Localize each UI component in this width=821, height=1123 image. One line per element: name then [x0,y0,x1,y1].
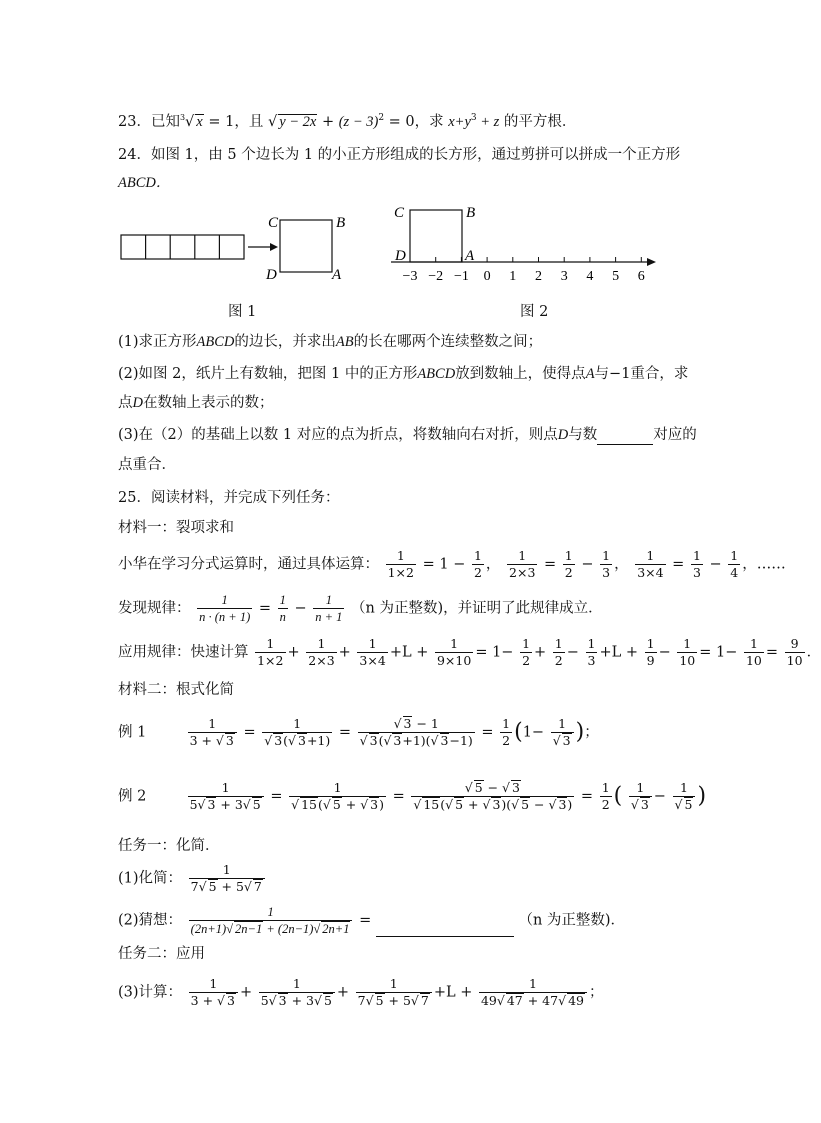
figure-2 [385,198,665,288]
fig1-caption: 图 1 [228,304,257,320]
material-1-rule: 发现规律： $\frac{1}{n \cdot (n + 1)}$ = $\frac{1}{n}$ − $\frac{1}{n + 1}$ （n 为正整数)，并证明了此规律成立． [118,593,603,624]
axis-arrow [647,258,656,266]
label-c: C [268,215,279,231]
task-1-part-1: (1)化简： $\frac{1}{7√ 5 + 5√ 7}$ [118,862,267,895]
label-c2: C [394,205,405,221]
q24-part2-cont: 点D在数轴上表示的数； [118,395,274,411]
figure-1 [118,205,358,285]
label-a2: A [465,248,475,264]
label-d: D [266,267,277,283]
blank-3[interactable] [597,430,653,445]
material-2-title: 材料二：根式化简 [118,682,234,698]
blank-guess[interactable] [376,922,514,937]
task-1-part-2: (2)猜想： $\frac{1}{(2n+1)√ 2n-1 + (2n-1)√ 2n+1}$ = （n 为正整数)． [118,905,626,936]
q25-number: 25． [118,490,151,506]
q24-stem-2: ABCD． [118,175,171,191]
axis-tick-label: 3 [560,269,568,284]
material-1-line-1: 小华在学习分式运算时，通过具体运算： $\frac{1}{1\times 2}$ = 1 − $\frac{1}{2}$ ， $\frac{1}{2\times 3}$ = $\frac{1}{2}$ − $\frac{1}{3}$ ， $\frac{1}{3\times 4}$ = $\frac{1}{3}$ − $\frac{1}{4}$ ，…… [118,548,786,580]
task-2-title: 任务二：应用 [118,946,205,962]
label-a: A [332,267,342,283]
q23-number: 23． [118,113,151,130]
q24-number: 24． [118,147,151,163]
q24-stem: 24．如图 1，由 5 个边长为 1 的小正方形组成的长方形，通过剪拼可以拼成一个正方形 [118,147,681,163]
label-b: B [336,215,346,231]
q24-part3: (3)在（2）的基础上以数 1 对应的点为折点，将数轴向右对折，则点D与数 对应的 [118,427,697,443]
material-1-title: 材料一：裂项求和 [118,520,234,536]
q23-line: 23．已知$^3$√ x = 1，且 √ $y - 2x + (z - 3)^2 = 0$，求 $x+y^3 + z$ 的平方根． [118,113,577,130]
axis-tick-label: 5 [612,269,620,284]
square-abcd [280,220,332,272]
q25-stem: 25．阅读材料，并完成下列任务： [118,490,340,506]
axis-tick-label: 0 [483,269,491,284]
material-1-apply: 应用规律：快速计算 $\frac{1}{1\times 2}$ + $\frac{1}{2\times 3}$ + $\frac{1}{3\times 4}$ +L + $\frac{1}{9\times 10}$ = 1− $\frac{1}{2}$ + $\frac{1}{2}$ − $\frac{1}{3}$ +L + $\frac{1}{9}$ − $\frac{1}{10}$ = 1− $\frac{1}{10}$ = $\frac{9}{10}$ ． [118,636,821,668]
q24-part3-cont: 点重合． [118,457,176,473]
square-on-axis [410,210,462,262]
task-2-part-3: (3)计算： $\frac{1}{3 + √ 3}$ + $\frac{1}{5√ 3 + 3√ 5}$ + $\frac{1}{7√ 5 + 5√ 7}$ +L + $\frac{1}{49√ 47 + 47√ 49}$ ； [118,976,604,1008]
axis-tick-label: −2 [428,269,444,284]
axis-tick-label: 4 [586,269,594,284]
example-1: 例 1 $\frac{1}{3 + √ 3}$ = $\frac{1}{√ 3(√ 3+1)}$ = $\frac{√ 3 - 1}{√ 3(√ 3+1)(√ 3-1)}$ = $\frac{1}{2}$ (1− $\frac{1}{√ 3}$ )； [118,716,599,748]
arrow-head [270,243,278,251]
label-d2: D [395,248,406,264]
fig2-caption: 图 2 [520,304,549,320]
label-b2: B [466,205,476,221]
axis-tick-label: 2 [535,269,542,284]
axis-tick-label: 1 [509,269,517,284]
task-1-title: 任务一：化简． [118,838,220,854]
q24-part2: (2)如图 2，纸片上有数轴，把图 1 中的正方形ABCD放到数轴上，使得点A与−1重合，求 [118,366,689,382]
axis-tick-label: −3 [402,269,418,284]
q24-part1: (1)求正方形ABCD的边长，并求出AB的长在哪两个连续整数之间； [118,334,543,350]
axis-tick-label: −1 [453,269,469,284]
strip-rect [121,235,244,259]
example-2: 例 2 $\frac{1}{5√ 3 + 3√ 5}$ = $\frac{1}{√ 15(√ 5 + √ 3)}$ = $\frac{√ 5 - √ 3}{√ 15(√ 5 + √ 3)(√ 5 - √ 3)}$ = $\frac{1}{2}$ ( $\frac{1}{√ 3}$ − $\frac{1}{√ 5}$ ) [118,780,707,812]
axis-tick-label: 6 [637,269,645,284]
